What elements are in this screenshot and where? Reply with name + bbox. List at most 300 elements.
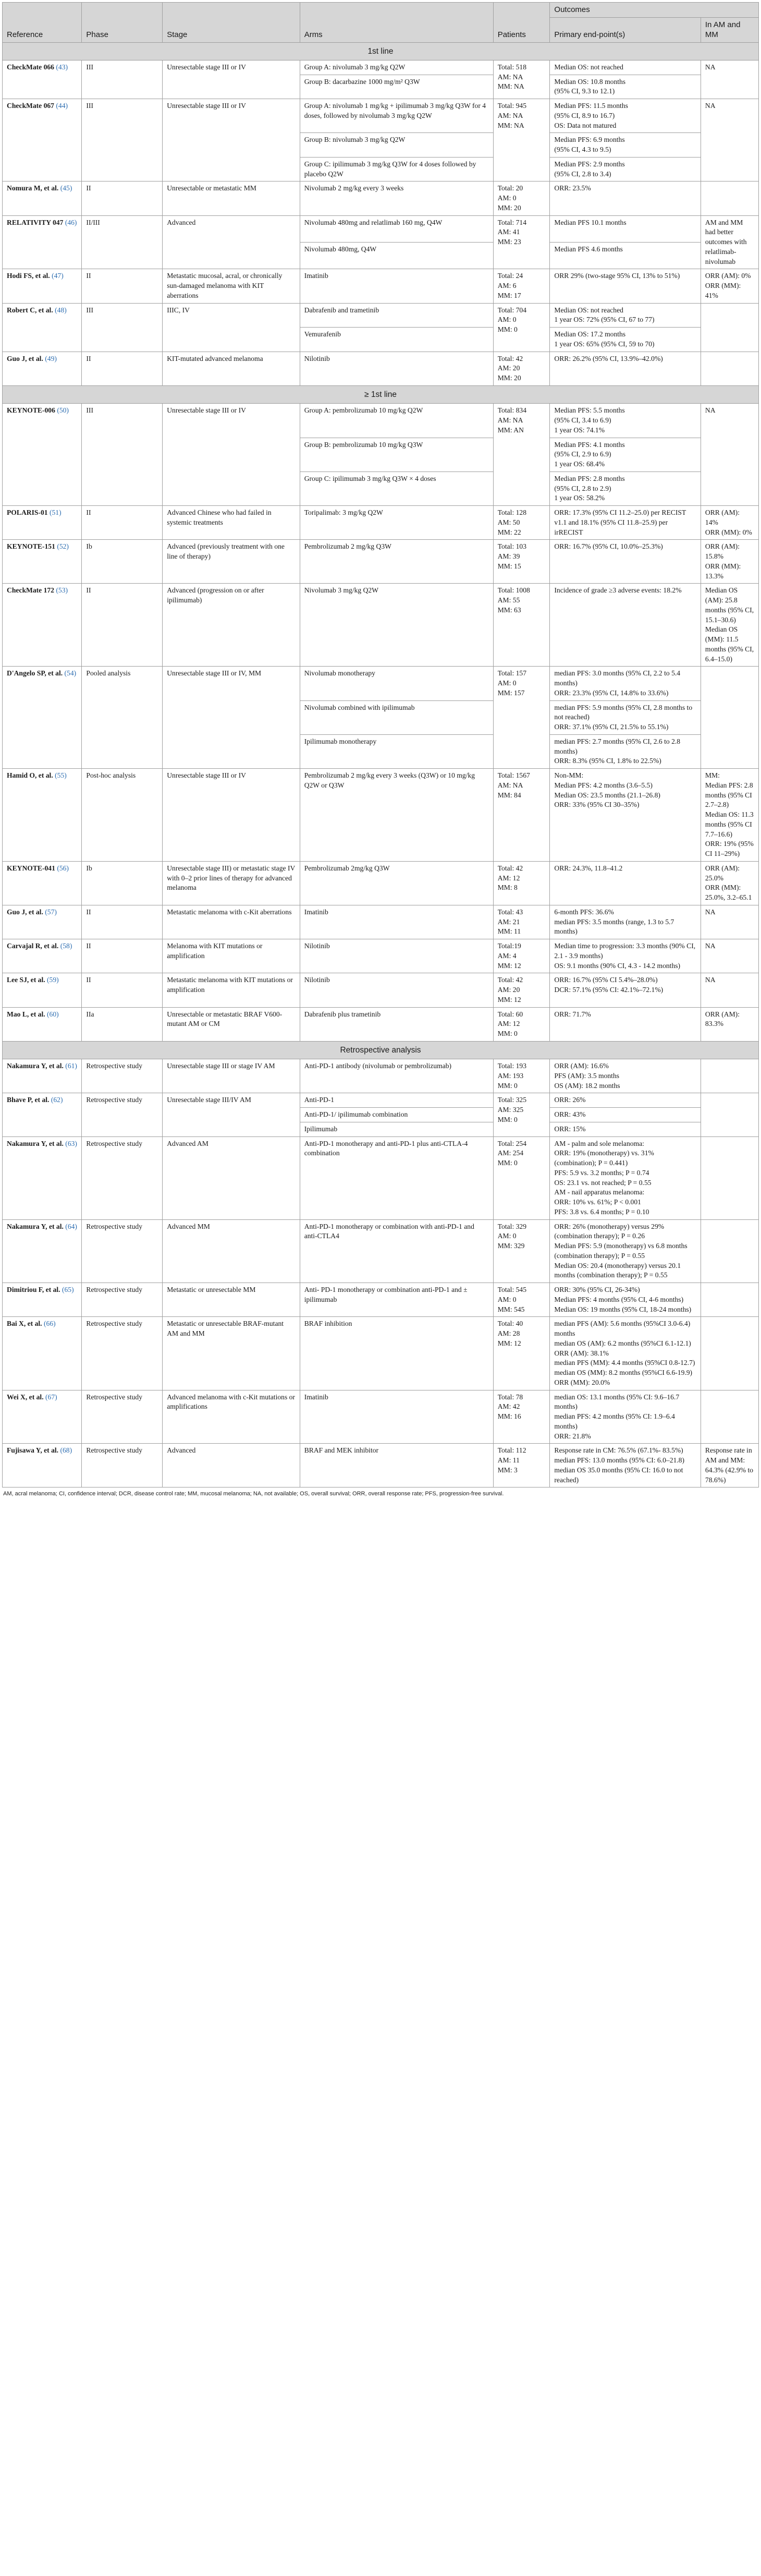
arm-cell: Nivolumab 480mg, Q4W (300, 243, 493, 269)
patients-cell: Total: 545 AM: 0 MM: 545 (493, 1283, 550, 1317)
stage-cell: Advanced (previously treatment with one line of therapy) (163, 540, 300, 584)
patients-cell: Total: 103 AM: 39 MM: 15 (493, 540, 550, 584)
table-row (3, 1059, 759, 1093)
section-row (3, 385, 759, 403)
arm-cell: Anti-PD-1 antibody (nivolumab or pembrolizumab) (300, 1059, 493, 1093)
table-row (3, 1007, 759, 1041)
table-row (3, 303, 759, 328)
citation-link[interactable]: (54) (64, 669, 77, 678)
citation-link[interactable]: (55) (55, 771, 67, 779)
phase-cell: Post-hoc analysis (82, 769, 163, 862)
reference-name: KEYNOTE-151 (7, 542, 55, 551)
reference-name: POLARIS-01 (7, 509, 48, 516)
arm-cell: Nivolumab 3 mg/kg Q2W (300, 584, 493, 667)
phase-cell: II (82, 506, 163, 540)
phase-cell: Retrospective study (82, 1136, 163, 1219)
primary-endpoint-cell: median OS: 13.1 months (95% CI: 9.6–16.7 months) median PFS: 4.2 months (95% CI: 1.9–6.4 months) ORR: 21.8% (550, 1390, 701, 1444)
arm-cell: Group B: dacarbazine 1000 mg/m² Q3W (300, 75, 493, 99)
am-mm-cell: NA (701, 99, 758, 182)
stage-cell: Melanoma with KIT mutations or amplification (163, 939, 300, 973)
patients-cell: Total: 60 AM: 12 MM: 0 (493, 1007, 550, 1041)
reference-cell (3, 60, 82, 99)
table-row (3, 1317, 759, 1390)
phase-cell: II (82, 939, 163, 973)
stage-cell: Unresectable or metastatic MM (163, 182, 300, 215)
reference-name: Hamid O, et al. (7, 771, 53, 779)
primary-endpoint-cell: Median OS: 17.2 months 1 year OS: 65% (95% CI, 59 to 70) (550, 328, 701, 352)
stage-cell: Unresectable or metastatic BRAF V600-mutant AM or CM (163, 1007, 300, 1041)
primary-endpoint-cell: ORR 29% (two-stage 95% CI, 13% to 51%) (550, 269, 701, 303)
am-mm-cell (701, 1136, 758, 1219)
primary-endpoint-cell: Median PFS: 6.9 months (95% CI, 4.3 to 9.5) (550, 133, 701, 158)
table-row (3, 352, 759, 385)
patients-cell: Total: 945 AM: NA MM: NA (493, 99, 550, 182)
am-mm-cell: NA (701, 404, 758, 506)
phase-cell: III (82, 303, 163, 352)
reference-cell (3, 540, 82, 584)
arm-cell: Imatinib (300, 1390, 493, 1444)
am-mm-cell: ORR (AM): 15.8% ORR (MM): 13.3% (701, 540, 758, 584)
phase-cell: Retrospective study (82, 1317, 163, 1390)
patients-cell: Total: 1008 AM: 55 MM: 63 (493, 584, 550, 667)
citation-link[interactable]: (50) (57, 406, 69, 415)
table-row (3, 1390, 759, 1444)
patients-cell: Total: 518 AM: NA MM: NA (493, 60, 550, 99)
reference-cell (3, 1390, 82, 1444)
reference-cell (3, 1093, 82, 1136)
reference-cell (3, 182, 82, 215)
am-mm-cell: MM: Median PFS: 2.8 months (95% CI 2.7–2.8) Median OS: 11.3 months (95% CI 7.7–16.6) ORR: 19% (95% CI 11–29%) (701, 769, 758, 862)
header-outcomes: Outcomes (550, 3, 759, 18)
reference-name: Hodi FS, et al. (7, 272, 50, 280)
arm-cell: Pembrolizumab 2mg/kg Q3W (300, 861, 493, 905)
arm-cell: Dabrafenib plus trametinib (300, 1007, 493, 1041)
citation-link[interactable]: (59) (47, 976, 59, 984)
citation-link[interactable]: (52) (57, 542, 69, 551)
patients-cell: Total: 157 AM: 0 MM: 157 (493, 667, 550, 769)
stage-cell: Advanced AM (163, 1136, 300, 1219)
arm-cell: BRAF inhibition (300, 1317, 493, 1390)
patients-cell: Total: 112 AM: 11 MM: 3 (493, 1444, 550, 1487)
reference-name: Mao L, et al. (7, 1010, 45, 1018)
phase-cell: III (82, 99, 163, 182)
arm-cell: Nivolumab 480mg and relatlimab 160 mg, Q4W (300, 215, 493, 242)
stage-cell: KIT-mutated advanced melanoma (163, 352, 300, 385)
section-title: 1st line (3, 42, 759, 60)
primary-endpoint-cell: ORR: 26.2% (95% CI, 13.9%–42.0%) (550, 352, 701, 385)
patients-cell: Total: 24 AM: 6 MM: 17 (493, 269, 550, 303)
table-row (3, 404, 759, 438)
phase-cell: II (82, 905, 163, 939)
header-stage: Stage (163, 3, 300, 43)
table-header (3, 3, 759, 43)
citation-link[interactable]: (67) (45, 1393, 57, 1401)
table-row (3, 540, 759, 584)
reference-cell (3, 1219, 82, 1283)
arm-cell: Group C: ipilimumab 3 mg/kg Q3W for 4 doses followed by placebo Q2W (300, 157, 493, 182)
stage-cell: Advanced melanoma with c-Kit mutations or amplifications (163, 1390, 300, 1444)
reference-cell (3, 1007, 82, 1041)
table-row (3, 1444, 759, 1487)
patients-cell: Total: 42 AM: 20 MM: 12 (493, 973, 550, 1007)
stage-cell: Unresectable stage III/IV AM (163, 1093, 300, 1136)
stage-cell: Unresectable stage III or IV (163, 99, 300, 182)
primary-endpoint-cell: ORR: 15% (550, 1122, 701, 1136)
primary-endpoint-cell: Median PFS 10.1 months (550, 215, 701, 242)
am-mm-cell (701, 1283, 758, 1317)
table-footnote: AM, acral melanoma; CI, confidence interval; DCR, disease control rate; MM, mucosal melanoma; NA, not available; OS, overall survival; ORR, overall response rate; PFS, progression-free survival. (3, 1491, 504, 1497)
table-row (3, 973, 759, 1007)
reference-cell (3, 352, 82, 385)
table-row (3, 99, 759, 133)
patients-cell: Total: 834 AM: NA MM: AN (493, 404, 550, 506)
reference-name: KEYNOTE-006 (7, 406, 55, 415)
am-mm-cell (701, 1093, 758, 1136)
am-mm-cell: NA (701, 973, 758, 1007)
am-mm-cell (701, 667, 758, 769)
phase-cell: II (82, 269, 163, 303)
primary-endpoint-cell: median PFS (AM): 5.6 months (95%CI 3.0-6.4) months median OS (AM): 6.2 months (95%CI 6.1-12.1) ORR (AM): 38.1% median PFS (MM): 4.4 months (95%CI 0.8-12.7) median OS (MM): 8.2 months (95%CI 6.6-19.9) ORR (MM): 20.0% (550, 1317, 701, 1390)
primary-endpoint-cell: median PFS: 2.7 months (95% CI, 2.6 to 2.8 months) ORR: 8.3% (95% CI, 1.8% to 22.5%) (550, 734, 701, 768)
reference-cell (3, 215, 82, 269)
am-mm-cell (701, 352, 758, 385)
reference-name: RELATIVITY 047 (7, 218, 64, 226)
patients-cell: Total: 40 AM: 28 MM: 12 (493, 1317, 550, 1390)
arm-cell: Nilotinib (300, 939, 493, 973)
table-row (3, 182, 759, 215)
am-mm-cell (701, 182, 758, 215)
arm-cell: Group A: nivolumab 3 mg/kg Q2W (300, 60, 493, 75)
reference-cell (3, 303, 82, 352)
section-title: Retrospective analysis (3, 1041, 759, 1059)
stage-cell: Unresectable stage III or stage IV AM (163, 1059, 300, 1093)
patients-cell: Total: 78 AM: 42 MM: 16 (493, 1390, 550, 1444)
section-row (3, 42, 759, 60)
arm-cell: Group B: nivolumab 3 mg/kg Q2W (300, 133, 493, 158)
citation-link[interactable]: (44) (56, 102, 68, 110)
stage-cell: Unresectable stage III or IV (163, 60, 300, 99)
arm-cell: Group A: nivolumab 1 mg/kg + ipilimumab 3 mg/kg Q3W for 4 doses, followed by nivolumab 3 mg/kg Q2W (300, 99, 493, 133)
reference-name: CheckMate 067 (7, 102, 54, 110)
primary-endpoint-cell: Non-MM: Median PFS: 4.2 months (3.6–5.5) Median OS: 23.5 months (21.1–26.8) ORR: 33% (95% CI 30–35%) (550, 769, 701, 862)
stage-cell: Unresectable stage III) or metastatic stage IV with 0–2 prior lines of therapy for advanced melanoma (163, 861, 300, 905)
arm-cell: Pembrolizumab 2 mg/kg every 3 weeks (Q3W) or 10 mg/kg Q2W or Q3W (300, 769, 493, 862)
am-mm-cell: NA (701, 939, 758, 973)
phase-cell: IIa (82, 1007, 163, 1041)
arm-cell: Anti-PD-1 (300, 1093, 493, 1108)
arm-cell: Dabrafenib and trametinib (300, 303, 493, 328)
reference-cell (3, 506, 82, 540)
reference-name: Bai X, et al. (7, 1320, 42, 1328)
phase-cell: III (82, 404, 163, 506)
reference-name: CheckMate 066 (7, 63, 54, 71)
am-mm-cell: ORR (AM): 83.3% (701, 1007, 758, 1041)
patients-cell: Total: 193 AM: 193 MM: 0 (493, 1059, 550, 1093)
arm-cell: Imatinib (300, 269, 493, 303)
patients-cell: Total: 42 AM: 12 MM: 8 (493, 861, 550, 905)
header-primary-endpoints: Primary end-point(s) (550, 17, 701, 42)
primary-endpoint-cell: ORR: 43% (550, 1108, 701, 1122)
arm-cell: Nilotinib (300, 973, 493, 1007)
primary-endpoint-cell: Median OS: not reached 1 year OS: 72% (95% CI, 67 to 77) (550, 303, 701, 328)
primary-endpoint-cell: Response rate in CM: 76.5% (67.1%- 83.5%) median PFS: 13.0 months (95% CI: 6.0–21.8) median OS 35.0 months (95% CI: 16.0 to not reached) (550, 1444, 701, 1487)
primary-endpoint-cell: ORR: 23.5% (550, 182, 701, 215)
reference-cell (3, 584, 82, 667)
phase-cell: Retrospective study (82, 1093, 163, 1136)
reference-cell (3, 667, 82, 769)
primary-endpoint-cell: ORR: 26% (550, 1093, 701, 1108)
table-row (3, 60, 759, 75)
citation-link[interactable]: (64) (65, 1222, 77, 1230)
primary-endpoint-cell: Median PFS: 2.8 months (95% CI, 2.8 to 2.9) 1 year OS: 58.2% (550, 471, 701, 505)
header-reference: Reference (3, 3, 82, 43)
reference-name: Robert C, et al. (7, 306, 53, 314)
reference-name: KEYNOTE-041 (7, 864, 55, 872)
citation-link[interactable]: (56) (57, 864, 69, 872)
phase-cell: Retrospective study (82, 1283, 163, 1317)
reference-name: Guo J, et al. (7, 354, 43, 362)
citation-link[interactable]: (51) (49, 509, 62, 516)
reference-cell (3, 905, 82, 939)
header-arms: Arms (300, 3, 493, 43)
stage-cell: Unresectable stage III or IV (163, 769, 300, 862)
stage-cell: Advanced MM (163, 1219, 300, 1283)
arm-cell: Nivolumab combined with ipilimumab (300, 700, 493, 734)
section-row (3, 1041, 759, 1059)
primary-endpoint-cell: Median PFS: 11.5 months (95% CI, 8.9 to 16.7) OS: Data not matured (550, 99, 701, 133)
reference-name: Guo J, et al. (7, 908, 43, 916)
primary-endpoint-cell: Median OS: not reached (550, 60, 701, 75)
primary-endpoint-cell: Median PFS: 4.1 months (95% CI, 2.9 to 6.9) 1 year OS: 68.4% (550, 438, 701, 471)
table-row (3, 584, 759, 667)
stage-cell: Metastatic melanoma with c-Kit aberrations (163, 905, 300, 939)
phase-cell: III (82, 60, 163, 99)
phase-cell: Retrospective study (82, 1390, 163, 1444)
primary-endpoint-cell: Median PFS: 5.5 months (95% CI, 3.4 to 6.9) 1 year OS: 74.1% (550, 404, 701, 438)
header-phase: Phase (82, 3, 163, 43)
reference-name: Nakamura Y, et al. (7, 1062, 64, 1070)
arm-cell: Group C: ipilimumab 3 mg/kg Q3W × 4 doses (300, 471, 493, 505)
reference-cell (3, 1059, 82, 1093)
am-mm-cell: ORR (AM): 25.0% ORR (MM): 25.0%, 3.2–65.1 (701, 861, 758, 905)
primary-endpoint-cell: ORR: 26% (monotherapy) versus 29% (combination therapy); P = 0.26 Median PFS: 5.9 (monotherapy) vs 6.8 months (combination therapy); P = 0.55 Median OS: 20.4 (monotherapy) versus 20.1 months (combination therapy); P = 0.55 (550, 1219, 701, 1283)
phase-cell: II/III (82, 215, 163, 269)
stage-cell: Advanced (progression on or after ipilimumab) (163, 584, 300, 667)
primary-endpoint-cell: Median PFS 4.6 months (550, 243, 701, 269)
reference-cell (3, 269, 82, 303)
citation-link[interactable]: (49) (45, 354, 57, 362)
reference-cell (3, 1317, 82, 1390)
patients-cell: Total: 329 AM: 0 MM: 329 (493, 1219, 550, 1283)
citation-link[interactable]: (66) (44, 1320, 56, 1328)
patients-cell: Total: 704 AM: 0 MM: 0 (493, 303, 550, 352)
arm-cell: Ipilimumab monotherapy (300, 734, 493, 768)
am-mm-cell (701, 1219, 758, 1283)
header-am-mm: In AM and MM (701, 17, 758, 42)
arm-cell: Group A: pembrolizumab 10 mg/kg Q2W (300, 404, 493, 438)
patients-cell: Total: 325 AM: 325 MM: 0 (493, 1093, 550, 1136)
am-mm-cell: AM and MM had better outcomes with relatlimab-nivolumab (701, 215, 758, 269)
citation-link[interactable]: (45) (60, 184, 72, 192)
patients-cell: Total: 1567 AM: NA MM: 84 (493, 769, 550, 862)
primary-endpoint-cell: Median PFS: 2.9 months (95% CI, 2.8 to 3.4) (550, 157, 701, 182)
table-row (3, 769, 759, 862)
citation-link[interactable]: (47) (52, 272, 64, 280)
am-mm-cell: NA (701, 60, 758, 99)
patients-cell: Total: 714 AM: 41 MM: 23 (493, 215, 550, 269)
stage-cell: Advanced (163, 215, 300, 269)
phase-cell: Pooled analysis (82, 667, 163, 769)
table-row (3, 1093, 759, 1108)
phase-cell: Ib (82, 540, 163, 584)
am-mm-cell: ORR (AM): 0% ORR (MM): 41% (701, 269, 758, 303)
citation-link[interactable]: (53) (56, 586, 68, 595)
patients-cell: Total: 42 AM: 20 MM: 20 (493, 352, 550, 385)
phase-cell: Ib (82, 861, 163, 905)
primary-endpoint-cell: ORR: 24.3%, 11.8–41.2 (550, 861, 701, 905)
reference-name: Nakamura Y, et al. (7, 1139, 64, 1147)
primary-endpoint-cell: median PFS: 5.9 months (95% CI, 2.8 months to not reached) ORR: 37.1% (95% CI, 21.5% to 55.1%) (550, 700, 701, 734)
citation-link[interactable]: (68) (60, 1446, 72, 1455)
arm-cell: Imatinib (300, 905, 493, 939)
table-row (3, 215, 759, 242)
phase-cell: Retrospective study (82, 1059, 163, 1093)
primary-endpoint-cell: ORR: 71.7% (550, 1007, 701, 1041)
table-row (3, 939, 759, 973)
table-row (3, 1136, 759, 1219)
arm-cell: Toripalimab: 3 mg/kg Q2W (300, 506, 493, 540)
table-row (3, 1219, 759, 1283)
citation-link[interactable]: (62) (51, 1096, 63, 1104)
header-patients: Patients (493, 3, 550, 43)
primary-endpoint-cell: Incidence of grade ≥3 adverse events: 18.2% (550, 584, 701, 667)
reference-cell (3, 1136, 82, 1219)
citation-link[interactable]: (60) (47, 1010, 59, 1018)
am-mm-cell: ORR (AM): 14% ORR (MM): 0% (701, 506, 758, 540)
table-row (3, 861, 759, 905)
arm-cell: Ipilimumab (300, 1122, 493, 1136)
table-row (3, 269, 759, 303)
reference-name: Dimitriou F, et al. (7, 1286, 60, 1294)
arm-cell: Anti- PD-1 monotherapy or combination anti-PD-1 and ± ipilimumab (300, 1283, 493, 1317)
am-mm-cell (701, 1059, 758, 1093)
citation-link[interactable]: (58) (60, 942, 72, 950)
phase-cell: Retrospective study (82, 1219, 163, 1283)
reference-cell (3, 99, 82, 182)
am-mm-cell: Median OS (AM): 25.8 months (95% CI, 15.1–30.6) Median OS (MM): 11.5 months (95% CI, 6.4–15.0) (701, 584, 758, 667)
table-row (3, 667, 759, 700)
am-mm-cell (701, 1390, 758, 1444)
primary-endpoint-cell: AM - palm and sole melanoma: ORR: 19% (monotherapy) vs. 31% (combination); P = 0.441) PFS: 5.9 vs. 3.2 months; P = 0.74 OS: 23.1 vs. not reached; P = 0.55 AM - nail apparatus melanoma: ORR: 10% vs. 61%; P < 0.001 PFS: 3.8 vs. 6.4 months; P = 0.10 (550, 1136, 701, 1219)
reference-name: D'Angelo SP, et al. (7, 669, 63, 678)
arm-cell: Nilotinib (300, 352, 493, 385)
arm-cell: Anti-PD-1 monotherapy or combination with anti-PD-1 and anti-CTLA4 (300, 1219, 493, 1283)
citation-link[interactable]: (46) (65, 218, 77, 226)
reference-name: Nakamura Y, et al. (7, 1222, 64, 1230)
document (2, 0, 759, 1498)
stage-cell: Metastatic mucosal, acral, or chronically sun-damaged melanoma with KIT aberrations (163, 269, 300, 303)
citation-link[interactable]: (63) (65, 1139, 77, 1147)
reference-cell (3, 861, 82, 905)
phase-cell: Retrospective study (82, 1444, 163, 1487)
arm-cell: Nivolumab monotherapy (300, 667, 493, 700)
phase-cell: II (82, 584, 163, 667)
citation-link[interactable]: (65) (62, 1286, 74, 1294)
reference-cell (3, 404, 82, 506)
primary-endpoint-cell: median PFS: 3.0 months (95% CI, 2.2 to 5.4 months) ORR: 23.3% (95% CI, 14.8% to 33.6%) (550, 667, 701, 700)
arm-cell: Group B: pembrolizumab 10 mg/kg Q3W (300, 438, 493, 471)
table-row (3, 506, 759, 540)
stage-cell: Advanced (163, 1444, 300, 1487)
reference-cell (3, 973, 82, 1007)
primary-endpoint-cell: ORR: 16.7% (95% CI 5.4%–28.0%) DCR: 57.1% (95% CI: 42.1%–72.1%) (550, 973, 701, 1007)
reference-name: Bhave P, et al. (7, 1096, 50, 1104)
patients-cell: Total: 43 AM: 21 MM: 11 (493, 905, 550, 939)
reference-name: CheckMate 172 (7, 586, 54, 595)
reference-cell (3, 939, 82, 973)
table-body (3, 42, 759, 1487)
stage-cell: Metastatic melanoma with KIT mutations or amplification (163, 973, 300, 1007)
phase-cell: II (82, 973, 163, 1007)
primary-endpoint-cell: ORR (AM): 16.6% PFS (AM): 3.5 months OS (AM): 18.2 months (550, 1059, 701, 1093)
am-mm-cell (701, 303, 758, 352)
primary-endpoint-cell: Median time to progression: 3.3 months (90% CI, 2.1 - 3.9 months) OS: 9.1 months (90% CI, 4.3 - 14.2 months) (550, 939, 701, 973)
reference-name: Nomura M, et al. (7, 184, 59, 192)
patients-cell: Total: 254 AM: 254 MM: 0 (493, 1136, 550, 1219)
stage-cell: Unresectable stage III or IV (163, 404, 300, 506)
primary-endpoint-cell: ORR: 17.3% (95% CI 11.2–25.0) per RECIST v1.1 and 18.1% (95% CI 11.8–25.9) per irRECIST (550, 506, 701, 540)
table-row (3, 1283, 759, 1317)
stage-cell: Advanced Chinese who had failed in systemic treatments (163, 506, 300, 540)
phase-cell: II (82, 352, 163, 385)
primary-endpoint-cell: ORR: 16.7% (95% CI, 10.0%–25.3%) (550, 540, 701, 584)
arm-cell: Pembrolizumab 2 mg/kg Q3W (300, 540, 493, 584)
table-row (3, 905, 759, 939)
arm-cell: Anti-PD-1/ ipilimumab combination (300, 1108, 493, 1122)
reference-name: Wei X, et al. (7, 1393, 44, 1401)
reference-cell (3, 1444, 82, 1487)
arm-cell: Vemurafenib (300, 328, 493, 352)
am-mm-cell: NA (701, 905, 758, 939)
patients-cell: Total: 128 AM: 50 MM: 22 (493, 506, 550, 540)
arm-cell: Nivolumab 2 mg/kg every 3 weeks (300, 182, 493, 215)
patients-cell: Total: 20 AM: 0 MM: 20 (493, 182, 550, 215)
arm-cell: Anti-PD-1 monotherapy and anti-PD-1 plus anti-CTLA-4 combination (300, 1136, 493, 1219)
trials-table (2, 2, 759, 1487)
reference-cell (3, 769, 82, 862)
citation-link[interactable]: (57) (45, 908, 57, 916)
am-mm-cell (701, 1317, 758, 1390)
primary-endpoint-cell: Median OS: 10.8 months (95% CI, 9.3 to 12.1) (550, 75, 701, 99)
citation-link[interactable]: (61) (65, 1062, 77, 1070)
reference-name: Fujisawa Y, et al. (7, 1446, 59, 1455)
stage-cell: Unresectable stage III or IV, MM (163, 667, 300, 769)
stage-cell: IIIC, IV (163, 303, 300, 352)
section-title: ≥ 1st line (3, 385, 759, 403)
primary-endpoint-cell: 6-month PFS: 36.6% median PFS: 3.5 months (range, 1.3 to 5.7 months) (550, 905, 701, 939)
reference-name: Carvajal R, et al. (7, 942, 59, 950)
arm-cell: BRAF and MEK inhibitor (300, 1444, 493, 1487)
phase-cell: II (82, 182, 163, 215)
stage-cell: Metastatic or unresectable BRAF-mutant AM and MM (163, 1317, 300, 1390)
am-mm-cell: Response rate in AM and MM: 64.3% (42.9% to 78.6%) (701, 1444, 758, 1487)
reference-name: Lee SJ, et al. (7, 976, 45, 984)
citation-link[interactable]: (43) (56, 63, 68, 71)
stage-cell: Metastatic or unresectable MM (163, 1283, 300, 1317)
primary-endpoint-cell: ORR: 30% (95% CI, 26-34%) Median PFS: 4 months (95% CI, 4-6 months) Median OS: 19 months (95% CI, 18-24 months) (550, 1283, 701, 1317)
patients-cell: Total:19 AM: 4 MM: 12 (493, 939, 550, 973)
citation-link[interactable]: (48) (55, 306, 67, 314)
